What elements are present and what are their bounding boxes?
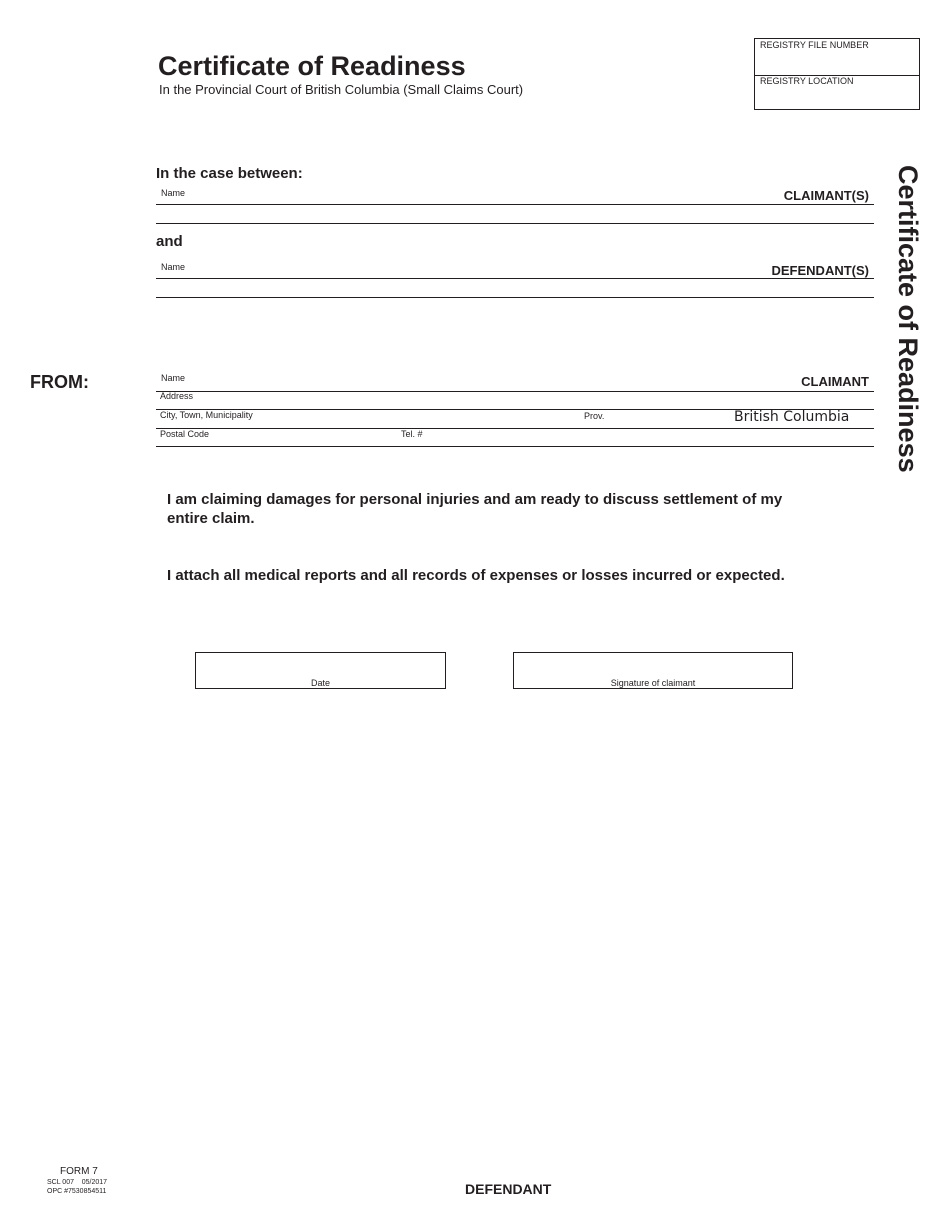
opc-code: OPC #7530854511 [47, 1188, 107, 1195]
tel-label: Tel. # [401, 429, 423, 439]
footer-defendant-label: DEFENDANT [465, 1181, 552, 1197]
claimant-name-label: Name [161, 188, 186, 198]
defendant-name-line-2 [156, 297, 874, 298]
scl-code: SCL 007 05/2017 [47, 1179, 108, 1186]
registry-file-number-label: REGISTRY FILE NUMBER [760, 40, 869, 50]
form-number: FORM 7 [60, 1166, 98, 1177]
and-label: and [156, 233, 183, 250]
city-label: City, Town, Municipality [160, 410, 253, 420]
prov-value: British Columbia [734, 409, 850, 425]
registry-location-label: REGISTRY LOCATION [760, 76, 854, 86]
statement-injuries: I am claiming damages for personal injuries and am ready to discuss settlement of my entire claim. [167, 491, 783, 527]
prov-label: Prov. [584, 411, 605, 421]
postal-line [156, 446, 874, 447]
date-field[interactable] [195, 652, 446, 689]
form-title: Certificate of Readiness [158, 51, 466, 81]
registry-box [754, 38, 920, 110]
defendant-name-line [156, 278, 874, 279]
from-claimant-label: CLAIMANT [801, 374, 869, 389]
from-name-label: Name [161, 373, 186, 383]
claimant-name-line [156, 204, 874, 205]
defendant-name-label: Name [161, 262, 186, 272]
side-title: Certificate of Readiness [893, 165, 923, 473]
form-subtitle: In the Provincial Court of British Columbia (Small Claims Court) [159, 82, 524, 97]
from-name-line [156, 391, 874, 392]
defendants-label: DEFENDANT(S) [771, 263, 869, 278]
case-heading: In the case between: [156, 165, 303, 182]
postal-code-label: Postal Code [160, 429, 210, 439]
date-label: Date [310, 678, 330, 688]
signature-field[interactable] [513, 652, 793, 689]
city-line [156, 428, 874, 429]
claimants-label: CLAIMANT(S) [783, 188, 869, 203]
statement-attachments: I attach all medical reports and all records of expenses or losses incurred or expected. [167, 567, 785, 584]
signature-label: Signature of claimant [610, 678, 696, 688]
address-label: Address [160, 391, 194, 401]
from-label: FROM: [30, 372, 89, 392]
claimant-name-line-2 [156, 223, 874, 224]
